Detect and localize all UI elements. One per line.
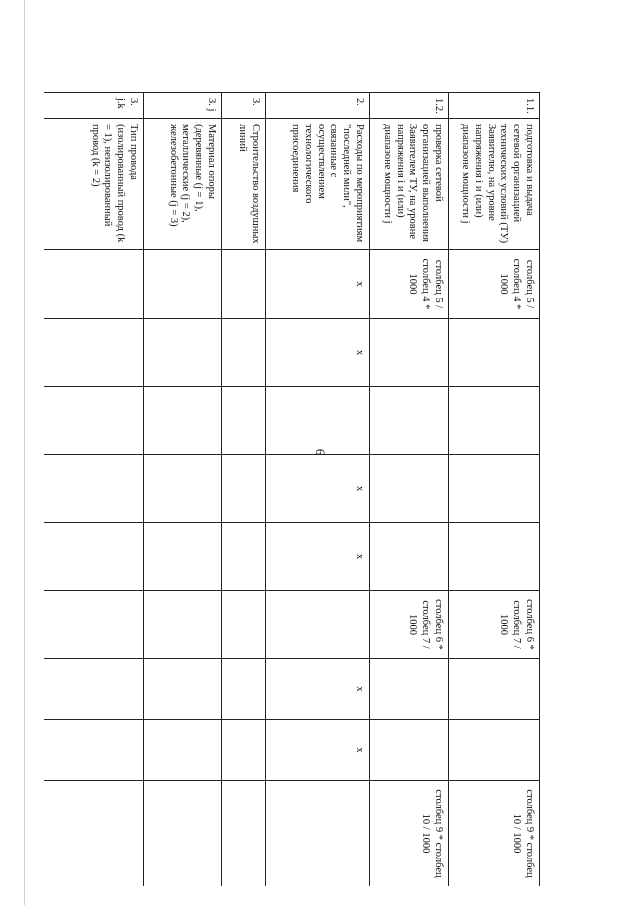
value-cell [370,455,449,523]
value-cell [144,781,222,887]
value-cell [44,319,144,387]
value-cell [144,659,222,720]
value-cell [44,250,144,319]
value-cell [44,720,144,781]
value-cell [44,523,144,591]
value-cell [144,250,222,319]
value-cell [144,591,222,659]
row-number-cell: 1.1. [449,93,540,119]
data-table [44,92,540,886]
value-cell [449,720,540,781]
value-cell [44,455,144,523]
table-row [449,93,540,887]
value-cell [144,720,222,781]
value-cell [266,781,370,887]
value-cell [222,659,266,720]
value-cell [449,387,540,455]
value-cell: столбец 9 * столбец 10 / 1000 [370,781,449,887]
value-cell [222,455,266,523]
value-cell [370,319,449,387]
value-cell [370,387,449,455]
value-cell [449,659,540,720]
value-cell [222,523,266,591]
table-row [144,93,222,887]
value-cell [144,523,222,591]
value-cell [266,387,370,455]
value-cell [222,591,266,659]
table-row [44,93,144,887]
value-cell [222,319,266,387]
value-cell [449,523,540,591]
value-cell [144,455,222,523]
mark-cell: x [266,720,370,781]
value-cell: столбец 9 * столбец 10 / 1000 [449,781,540,887]
value-cell: столбец 5 / столбец 4 * 1000 [370,250,449,319]
row-description-cell: Расходы по мероприятиям "последней мили", связанные с осуществлением технологического присоединения [266,119,370,250]
row-description-cell: Тип провода (изолированный провод (k = 1), неизолированный провод (k = 2) [44,119,144,250]
row-number-cell: 1.2. [370,93,449,119]
rotated-table-container [44,92,540,886]
row-number-cell: 3. [222,93,266,119]
row-description-cell: Материал опоры (деревянные (j = 1), металлические (j = 2), железобетонные (j = 3) [144,119,222,250]
value-cell [144,319,222,387]
value-cell [222,250,266,319]
table-row [222,93,266,887]
mark-cell: x [266,319,370,387]
value-cell [449,319,540,387]
row-number-cell: 3. j [144,93,222,119]
mark-cell: x [266,455,370,523]
table-row [370,93,449,887]
value-cell [222,387,266,455]
mark-cell: x [266,659,370,720]
row-number-cell: 2. [266,93,370,119]
value-cell [449,455,540,523]
value-cell [370,659,449,720]
mark-cell: x [266,523,370,591]
value-cell [222,720,266,781]
table-row [266,93,370,887]
value-cell [222,781,266,887]
value-cell [370,523,449,591]
value-cell [370,720,449,781]
row-description-cell: Строительство воздушных линий [222,119,266,250]
mark-cell: x [266,250,370,319]
value-cell: столбец 5 / столбец 4 * 1000 [449,250,540,319]
row-description-cell: подготовка и выдача сетевой организацией технических условий (ТУ) Заявителю, на уровне напряжения i и (или) диапазоне мощности j [449,119,540,250]
value-cell [266,591,370,659]
row-description-cell: проверка сетевой организацией выполнения Заявителем ТУ, на уровне напряжения i и (или) диапазоне мощности j [370,119,449,250]
value-cell: столбец 6 * столбец 7 / 1000 [370,591,449,659]
value-cell [44,387,144,455]
row-number-cell: 3. j.k [44,93,144,119]
value-cell [44,591,144,659]
page-number: 6 [313,448,328,456]
value-cell [44,659,144,720]
value-cell [44,781,144,887]
value-cell: столбец 6 * столбец 7 / 1000 [449,591,540,659]
scan-edge-line [24,0,25,905]
value-cell [144,387,222,455]
